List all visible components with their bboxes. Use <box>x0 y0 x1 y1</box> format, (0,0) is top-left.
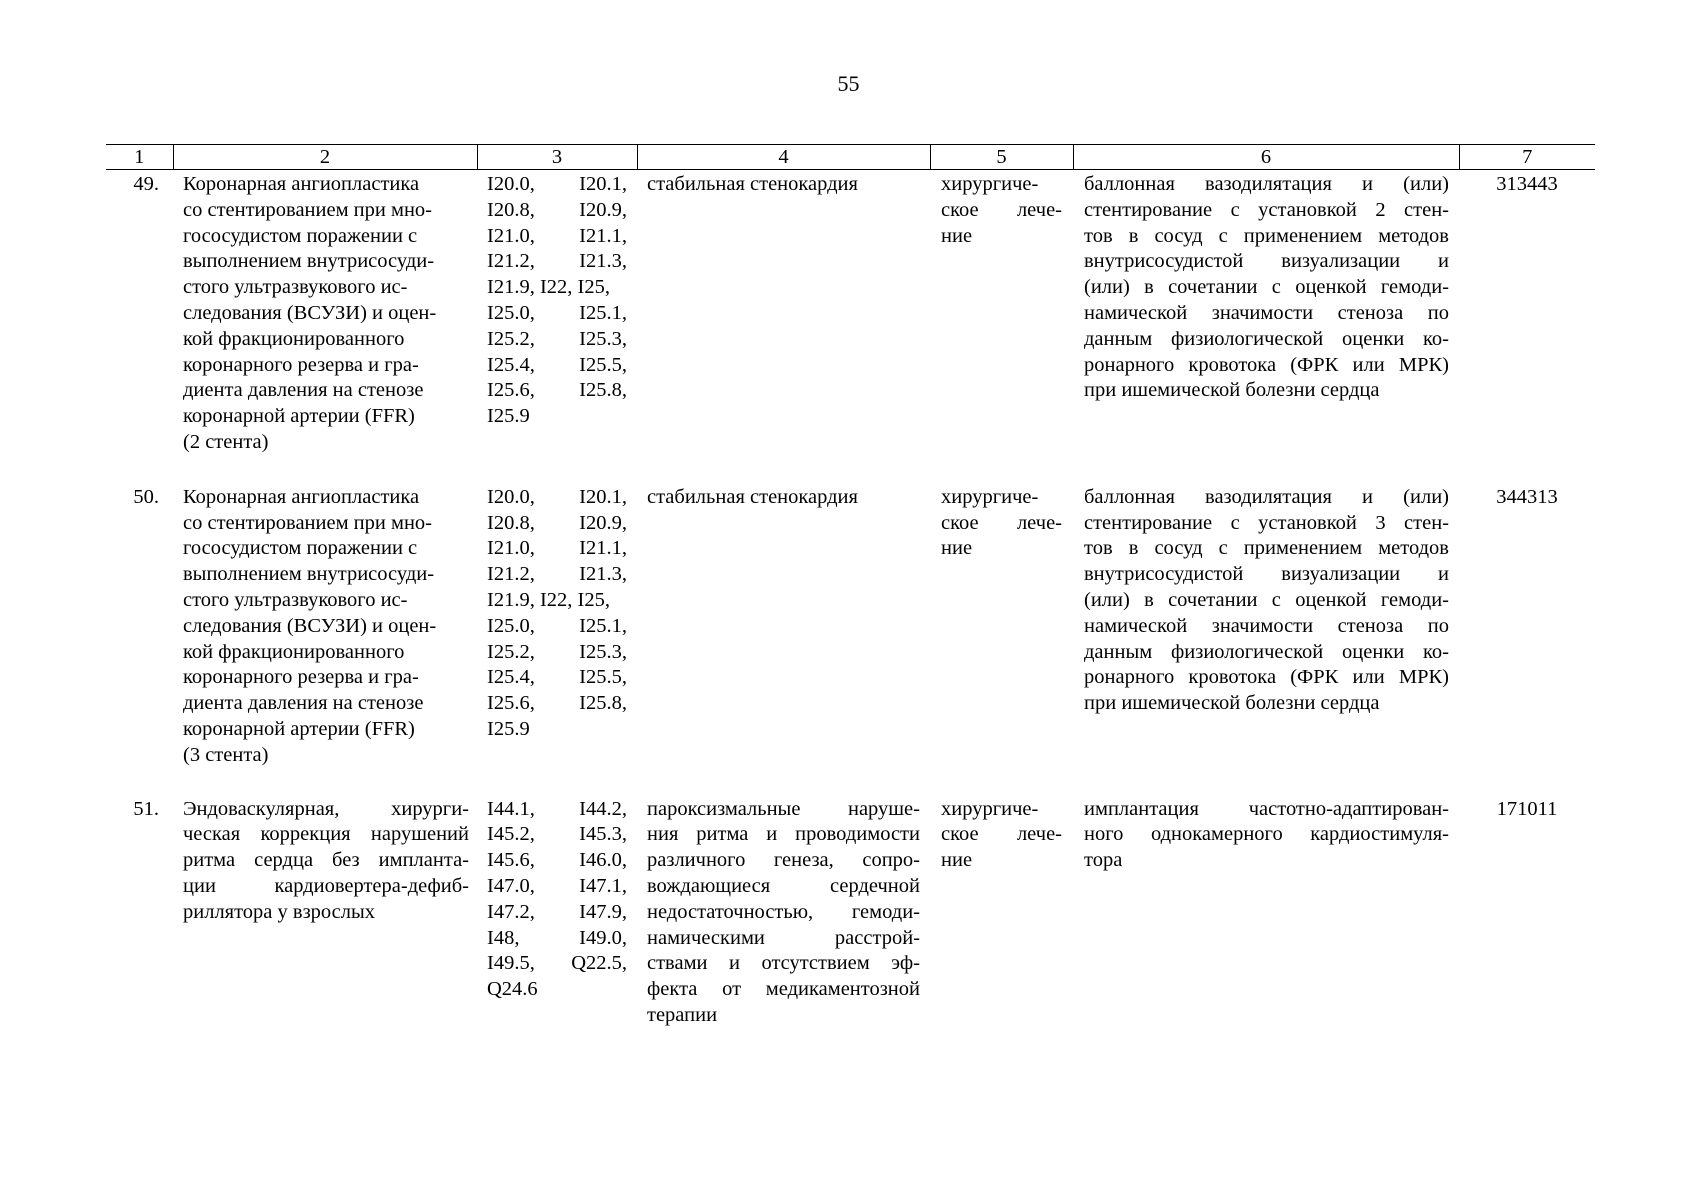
disease-model-cell <box>637 769 930 1029</box>
icd-code: I21.9, I22, I25, <box>487 588 610 611</box>
service-name-line: кой фракционированного <box>183 327 405 350</box>
icd-codes-line <box>487 353 627 379</box>
icd-code: I25.6, <box>487 692 535 715</box>
icd-codes-line <box>487 874 627 900</box>
row-number <box>106 170 173 456</box>
icd-codes-line <box>487 822 627 848</box>
treatment-method-line: имплантация частотно-адаптирован- <box>1084 797 1449 820</box>
icd-code: I44.2, <box>579 797 627 820</box>
icd-codes-line <box>487 511 627 537</box>
service-name-line: кой фракционированного <box>183 640 405 663</box>
disease-model-line: намическими расстрой- <box>647 926 920 949</box>
service-name-line: Коронарная ангиопластика <box>183 485 420 508</box>
icd-codes-line <box>487 665 627 691</box>
icd-codes-line <box>487 198 627 224</box>
icd-code: I21.1, <box>579 224 627 247</box>
icd-codes-line <box>487 691 627 717</box>
treatment-method-line: тора <box>1084 849 1123 872</box>
icd-code: I21.2, <box>487 250 535 273</box>
icd-codes-cell <box>477 456 637 769</box>
treatment-type-line: ние <box>941 224 973 247</box>
icd-codes-line <box>487 485 627 511</box>
service-name-line: коронарной артерии (FFR) <box>183 717 415 740</box>
cost-cell <box>1459 456 1595 769</box>
disease-model-cell <box>637 170 930 456</box>
table-row <box>106 170 1595 456</box>
treatment-type-line: хирургиче- <box>941 485 1039 508</box>
treatment-type-line: ское лече- <box>941 198 1062 221</box>
row-number <box>106 769 173 1029</box>
icd-code: I47.0, <box>487 874 535 897</box>
icd-code: I20.1, <box>579 485 627 508</box>
icd-code: I25.0, <box>487 614 535 637</box>
disease-model-line: стабильная стенокардия <box>647 485 858 508</box>
column-number-header-row <box>106 145 1595 170</box>
column-header-4: 4 <box>637 145 930 170</box>
treatment-method-line: внутрисосудистой визуализации и <box>1084 563 1449 586</box>
icd-code: I20.8, <box>487 198 535 221</box>
treatment-method-line: намической значимости стеноза по <box>1084 614 1449 637</box>
icd-codes-line <box>487 951 627 977</box>
icd-code: I21.3, <box>579 563 627 586</box>
treatment-method-line: внутрисосудистой визуализации и <box>1084 250 1449 273</box>
disease-model-line: вождающиеся сердечной <box>647 874 920 897</box>
icd-code: I25.1, <box>579 614 627 637</box>
icd-code: I20.1, <box>579 173 627 195</box>
icd-codes-line <box>487 404 627 430</box>
treatment-method-line: стентирование с установкой 3 стен- <box>1084 511 1449 534</box>
icd-code: I25.5, <box>579 666 627 689</box>
treatment-method-cell <box>1073 456 1459 769</box>
treatment-type-line: хирургиче- <box>941 173 1039 195</box>
row-number-text: 50. <box>133 485 159 508</box>
icd-code: I20.8, <box>487 511 535 534</box>
service-name-line: следования (ВСУЗИ) и оцен- <box>183 614 437 637</box>
icd-code: I20.9, <box>579 511 627 534</box>
treatment-method-line: стентирование с установкой 2 стен- <box>1084 198 1449 221</box>
service-name-line: диента давления на стенозе <box>183 692 424 715</box>
treatment-method-line: тов в сосуд с применением методов <box>1084 224 1449 247</box>
icd-code: I21.2, <box>487 563 535 586</box>
icd-code: I45.2, <box>487 823 535 846</box>
treatment-method-line: данным физиологической оценки ко- <box>1084 640 1449 663</box>
icd-code: I25.8, <box>579 692 627 715</box>
icd-codes-line <box>487 562 627 588</box>
row-number-text: 49. <box>133 173 159 195</box>
icd-codes-line <box>487 275 627 301</box>
icd-codes-cell <box>477 769 637 1029</box>
treatment-type-line: ское лече- <box>941 511 1062 534</box>
icd-code: I20.9, <box>579 198 627 221</box>
service-name-cell <box>173 769 477 1029</box>
treatment-method-line: баллонная вазодилятация и (или) <box>1084 173 1449 195</box>
service-name-cell <box>173 170 477 456</box>
service-name-line: Эндоваскулярная, хирурги- <box>183 797 469 820</box>
service-name-line: риллятора у взрослых <box>183 900 376 923</box>
icd-code: I21.0, <box>487 537 535 560</box>
icd-code: I20.0, <box>487 485 535 508</box>
icd-code: I25.1, <box>579 301 627 324</box>
icd-code: I45.6, <box>487 849 535 872</box>
icd-code: I45.3, <box>579 823 627 846</box>
icd-codes-line <box>487 797 627 823</box>
service-name-line: ции кардиовертера-дефиб- <box>183 874 469 897</box>
icd-code: I25.0, <box>487 301 535 324</box>
icd-codes-line <box>487 249 627 275</box>
icd-code: I25.5, <box>579 353 627 376</box>
icd-codes-line <box>487 172 627 198</box>
treatment-type-line: ние <box>941 849 973 872</box>
icd-code: I25.3, <box>579 640 627 663</box>
service-name-line: ческая коррекция нарушений <box>183 823 469 846</box>
column-header-7: 7 <box>1459 145 1595 170</box>
page-number: 55 <box>837 71 860 96</box>
treatment-method-line: баллонная вазодилятация и (или) <box>1084 485 1449 508</box>
cost-value: 313443 <box>1496 173 1558 195</box>
icd-codes-line <box>487 926 627 952</box>
icd-code: I47.9, <box>579 900 627 923</box>
treatment-type-line: ние <box>941 537 973 560</box>
icd-code: I25.3, <box>579 327 627 350</box>
service-name-line: следования (ВСУЗИ) и оцен- <box>183 301 437 324</box>
row-number-text: 51. <box>133 797 159 820</box>
icd-code: I21.3, <box>579 250 627 273</box>
service-name-line: коронарного резерва и гра- <box>183 666 419 689</box>
cost-value: 171011 <box>1496 797 1558 820</box>
treatment-method-cell <box>1073 170 1459 456</box>
service-name-line: со стентированием при мно- <box>183 511 433 534</box>
cost-cell <box>1459 170 1595 456</box>
service-name-line: ритма сердца без импланта- <box>183 849 469 872</box>
icd-codes-line <box>487 900 627 926</box>
service-name-line: выполнением внутрисосуди- <box>183 563 435 586</box>
icd-code: I47.1, <box>579 874 627 897</box>
treatment-type-line: ское лече- <box>941 823 1062 846</box>
icd-code: I25.9 <box>487 405 530 428</box>
disease-model-line: фекта от медикаментозной <box>647 978 920 1001</box>
disease-model-line: ствами и отсутствием эф- <box>647 952 920 975</box>
icd-code: I25.8, <box>579 379 627 402</box>
treatment-method-line: ного однокамерного кардиостимуля- <box>1084 823 1449 846</box>
column-header-3: 3 <box>477 145 637 170</box>
icd-codes-line <box>487 717 627 743</box>
service-name-line: (3 стента) <box>183 743 269 766</box>
service-name-line: выполнением внутрисосуди- <box>183 250 435 273</box>
icd-codes-line <box>487 301 627 327</box>
icd-code: I25.2, <box>487 640 535 663</box>
column-header-6: 6 <box>1073 145 1459 170</box>
icd-code: I21.9, I22, I25, <box>487 276 610 299</box>
service-name-line: со стентированием при мно- <box>183 198 433 221</box>
treatment-method-cell <box>1073 769 1459 1029</box>
column-header-2: 2 <box>173 145 477 170</box>
icd-code: I25.9 <box>487 717 530 740</box>
icd-code: Q22.5, <box>571 952 627 975</box>
icd-code: I25.4, <box>487 666 535 689</box>
treatment-type-cell <box>930 456 1073 769</box>
icd-codes-line <box>487 848 627 874</box>
service-name-line: гососудистом поражении с <box>183 537 418 560</box>
icd-code: Q24.6 <box>487 978 538 1001</box>
icd-code: I21.0, <box>487 224 535 247</box>
icd-codes-cell <box>477 170 637 456</box>
cost-cell <box>1459 769 1595 1029</box>
service-name-line: (2 стента) <box>183 430 269 453</box>
treatment-type-line: хирургиче- <box>941 797 1039 820</box>
treatment-method-line: при ишемической болезни сердца <box>1084 692 1380 715</box>
icd-code: I25.6, <box>487 379 535 402</box>
treatment-method-line: (или) в сочетании с оценкой гемоди- <box>1084 276 1449 299</box>
column-header-1: 1 <box>106 145 173 170</box>
icd-codes-line <box>487 614 627 640</box>
table-body <box>106 170 1595 1029</box>
disease-model-line: пароксизмальные наруше- <box>647 797 920 820</box>
icd-code: I25.4, <box>487 353 535 376</box>
treatment-type-cell <box>930 170 1073 456</box>
table-row <box>106 456 1595 769</box>
treatment-method-line: данным физиологической оценки ко- <box>1084 327 1449 350</box>
disease-model-line: различного генеза, сопро- <box>647 849 920 872</box>
disease-model-cell <box>637 456 930 769</box>
service-name-line: коронарной артерии (FFR) <box>183 405 415 428</box>
icd-codes-line <box>487 588 627 614</box>
icd-code: I48, <box>487 926 520 949</box>
disease-model-line: ния ритма и проводимости <box>647 823 920 846</box>
icd-code: I21.1, <box>579 537 627 560</box>
treatment-method-line: ронарного кровотока (ФРК или МРК) <box>1084 666 1449 689</box>
treatment-method-line: ронарного кровотока (ФРК или МРК) <box>1084 353 1449 376</box>
icd-code: I49.5, <box>487 952 535 975</box>
treatment-type-cell <box>930 769 1073 1029</box>
treatment-method-line: при ишемической болезни сердца <box>1084 379 1380 402</box>
service-name-line: стого ультразвукового ис- <box>183 276 408 299</box>
icd-code: I25.2, <box>487 327 535 350</box>
disease-model-line: стабильная стенокардия <box>647 173 858 195</box>
cost-value: 344313 <box>1496 485 1558 508</box>
treatment-method-line: (или) в сочетании с оценкой гемоди- <box>1084 588 1449 611</box>
disease-model-line: недостаточностью, гемоди- <box>647 900 920 923</box>
service-name-line: стого ультразвукового ис- <box>183 588 408 611</box>
treatment-method-line: намической значимости стеноза по <box>1084 301 1449 324</box>
service-name-line: диента давления на стенозе <box>183 379 424 402</box>
icd-code: I46.0, <box>579 849 627 872</box>
services-table <box>106 144 1595 1029</box>
icd-codes-line <box>487 378 627 404</box>
table-row <box>106 769 1595 1029</box>
column-header-5: 5 <box>930 145 1073 170</box>
treatment-method-line: тов в сосуд с применением методов <box>1084 537 1449 560</box>
icd-codes-line <box>487 977 627 1003</box>
icd-codes-line <box>487 640 627 666</box>
service-name-line: гососудистом поражении с <box>183 224 418 247</box>
icd-code: I20.0, <box>487 173 535 195</box>
icd-code: I44.1, <box>487 797 535 820</box>
service-name-line: Коронарная ангиопластика <box>183 173 420 195</box>
service-name-cell <box>173 456 477 769</box>
icd-code: I47.2, <box>487 900 535 923</box>
icd-codes-line <box>487 536 627 562</box>
icd-codes-line <box>487 327 627 353</box>
row-number <box>106 456 173 769</box>
icd-code: I49.0, <box>579 926 627 949</box>
service-name-line: коронарного резерва и гра- <box>183 353 419 376</box>
disease-model-line: терапии <box>647 1003 718 1026</box>
icd-codes-line <box>487 224 627 250</box>
